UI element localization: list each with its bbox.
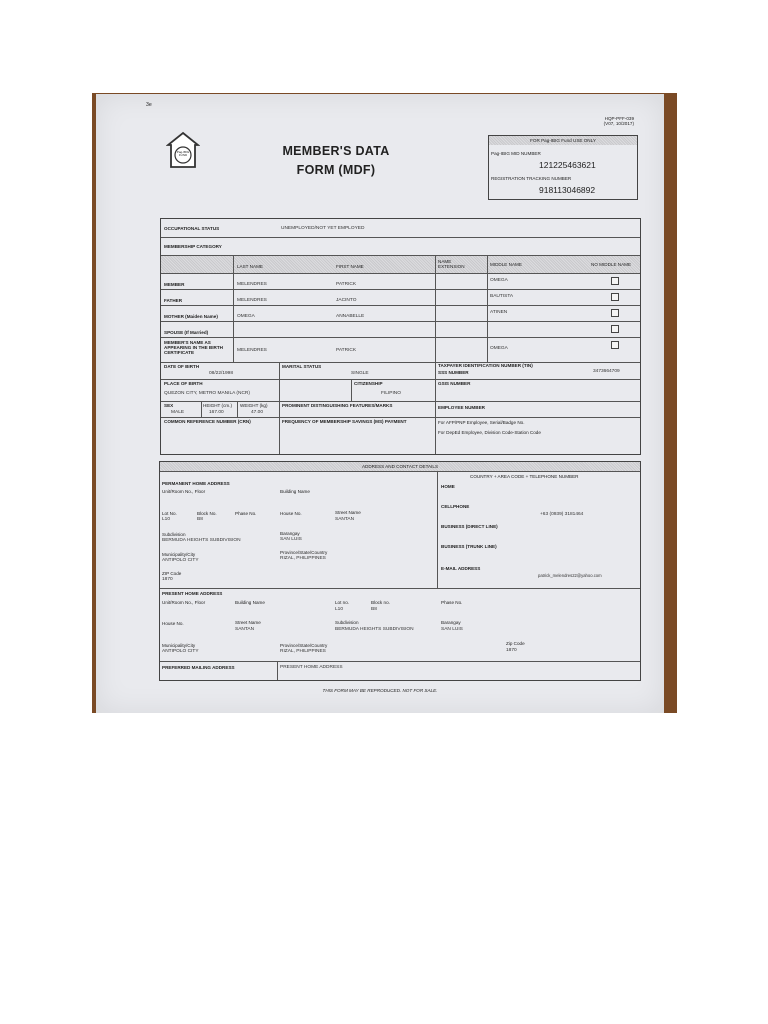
email-label: E-MAIL ADDRESS [441, 566, 481, 571]
city-label: Municipality/City [162, 552, 196, 557]
p-house-label: House No. [162, 621, 184, 626]
occupational-value: UNEMPLOYED/NOT YET EMPLOYED [281, 226, 365, 231]
form-version: (V07, 10/2017) [603, 121, 634, 127]
p-street-value: SANTAN [235, 627, 255, 632]
pob-label: PLACE OF BIRTH [164, 381, 203, 386]
tin-value: 3473664709 [593, 369, 620, 374]
p-barangay-value: SAN LUIS [441, 627, 463, 632]
marital-label: MARITAL STATUS [282, 364, 322, 369]
home-label: HOME [441, 484, 455, 489]
birth-cert-last: MELENDRES [237, 348, 267, 353]
height-value: 167.00 [209, 410, 224, 415]
gsis-label: GSIS NUMBER [438, 381, 471, 386]
height-label: HEIGHT (cm.) [203, 403, 233, 408]
rtn-label: REGISTRATION TRACKING NUMBER [491, 176, 572, 181]
subdivision-label: Subdivision [162, 532, 186, 537]
address-table [159, 461, 641, 681]
sex-value: MALE [171, 410, 185, 415]
father-last: MELENDRES [237, 298, 267, 303]
block-label: Block No. [197, 511, 217, 516]
personal-info-table [160, 218, 641, 455]
mother-last: OMEGA [237, 314, 255, 319]
citizenship-label: CITIZENSHIP [354, 381, 383, 386]
p-subdivision-label: Subdivision [335, 620, 359, 625]
row-label-mother: MOTHER (Maiden Name) [164, 314, 218, 319]
p-lot-label: Lot no. [335, 600, 350, 605]
house-label: House No. [280, 511, 302, 516]
p-lot-value: L10 [335, 607, 344, 612]
afp-label: For AFP/PNP Employee, Serial/Badge No. [438, 420, 525, 425]
logo-text: Pag-IBIG FUND [176, 150, 190, 157]
col-first-name: FIRST NAME [336, 264, 364, 269]
row-label-father: FATHER [164, 298, 183, 303]
membership-label: MEMBERSHIP CATEGORY [164, 244, 222, 249]
row-label-member: MEMBER [164, 282, 185, 287]
barangay-value: SAN LUIS [280, 537, 302, 542]
mailing-value: PRESENT HOME ADDRESS [280, 665, 343, 670]
p-barangay-label: Barangay [441, 620, 461, 625]
subdivision-value: BERMUDA HEIGHTS SUBDIVISION [162, 538, 241, 543]
p-zip-value: 1870 [506, 648, 517, 653]
pob-value: QUEZON CITY, METRO MANILA (NCR) [164, 391, 250, 396]
office-use-header: FOR Pag-IBIG Fund USE ONLY [530, 138, 596, 143]
rtn-value: 918113046892 [539, 185, 596, 195]
p-subdivision-value: BERMUDA HEIGHTS SUBDIVISION [335, 627, 414, 632]
permanent-title: PERMANENT HOME ADDRESS [162, 481, 230, 486]
building-label: Building Name [280, 489, 310, 494]
form-code [604, 116, 634, 126]
phase-label: Phase No. [235, 511, 257, 516]
employee-label: EMPLOYEE NUMBER [438, 405, 485, 410]
p-phase-label: Phase No. [441, 600, 463, 605]
street-value: SANTAN [335, 517, 355, 522]
lot-value: L10 [162, 517, 171, 522]
p-province-label: Province/State/Country [280, 643, 328, 648]
p-zip-label: Zip Code [506, 641, 525, 646]
business-direct-label: BUSINESS (DIRECT LINE) [441, 524, 498, 529]
member-first: PATRICK [336, 282, 357, 287]
province-label: Province/State/Country [280, 550, 328, 555]
title-line-1: MEMBER'S DATA [282, 144, 390, 158]
contact-header: COUNTRY + AREA CODE + TELEPHONE NUMBER [470, 474, 579, 479]
spouse-no-middle-checkbox[interactable] [611, 325, 619, 333]
member-last: MELENDRES [237, 282, 267, 287]
unit-label: Unit/Room No., Floor [162, 489, 206, 494]
block-value: B8 [197, 517, 203, 522]
birth-cert-no-middle-checkbox[interactable] [611, 341, 619, 349]
sss-label: SSS NUMBER [438, 370, 469, 375]
mid-value: 121225463621 [539, 160, 596, 170]
marks-label: PROMINENT DISTINGUISHING FEATURES/MARKS [282, 403, 393, 408]
lot-label: Lot No. [162, 511, 177, 516]
form-code-text: HQP-PFF-039 [604, 116, 634, 121]
p-city-value: ANTIPOLO CITY [162, 649, 199, 654]
dob-value: 08/22/1998 [209, 371, 234, 376]
mother-middle: ATINEN [490, 310, 508, 315]
p-city-label: Municipality/City [162, 643, 196, 648]
mailing-label: PREFERRED MAILING ADDRESS [162, 665, 235, 670]
col-last-name: LAST NAME [237, 264, 263, 269]
crn-label: COMMON REFERENCE NUMBER (CRN) [164, 419, 251, 424]
col-no-middle-name: NO MIDDLE NAME [591, 262, 632, 267]
citizenship-value: FILIPINO [381, 391, 401, 396]
zip-label: ZIP Code [162, 571, 182, 576]
cellphone-value: +63 (0939) 3181464 [540, 512, 584, 517]
tin-label: TAXPAYER IDENTIFICATION NUMBER (TIN) [438, 363, 533, 368]
freq-label: FREQUENCY OF MEMBERSHIP SAVINGS (MS) PAYMENT [282, 419, 407, 424]
p-unit-label: Unit/Room No., Floor [162, 600, 206, 605]
marital-value: SINGLE [351, 371, 369, 376]
p-street-label: Street Name [235, 620, 261, 625]
dob-label: DATE OF BIRTH [164, 364, 200, 369]
father-first: JACINTO [336, 298, 357, 303]
province-value: RIZAL, PHILIPPINES [280, 556, 326, 561]
form-paper [96, 94, 664, 713]
sex-label: SEX [164, 403, 174, 408]
cellphone-label: CELLPHONE [441, 504, 470, 509]
member-middle: OMEGA [490, 278, 508, 283]
member-no-middle-checkbox[interactable] [611, 277, 619, 285]
birth-cert-middle: OMEGA [490, 346, 508, 351]
mid-label: Pag-IBIG MID NUMBER [491, 151, 541, 156]
zip-value: 1870 [162, 577, 173, 582]
father-no-middle-checkbox[interactable] [611, 293, 619, 301]
form-title [266, 142, 406, 181]
weight-label: WEIGHT (kg) [240, 403, 268, 408]
occupational-label: OCCUPATIONAL STATUS [164, 226, 220, 231]
deped-label: For DepEd Employee, Division Code-Station Code [438, 430, 541, 435]
pagibig-logo-icon [166, 131, 200, 171]
mother-first: ANNABELLE [336, 314, 365, 319]
birth-cert-first: PATRICK [336, 348, 357, 353]
present-title: PRESENT HOME ADDRESS [162, 591, 223, 596]
father-middle: BAUTISTA [490, 294, 514, 299]
city-value: ANTIPOLO CITY [162, 558, 199, 563]
email-value: patrick_melendres22@yahoo.com [538, 573, 602, 578]
street-label: Street Name [335, 510, 361, 515]
row-label-birth-cert-name: MEMBER'S NAME AS APPEARING IN THE BIRTH CERTIFICATE [164, 340, 223, 356]
business-trunk-label: BUSINESS (TRUNK LINE) [441, 544, 497, 549]
p-block-label: Block no. [371, 600, 390, 605]
weight-value: 47.00 [251, 410, 264, 415]
col-name-extension: NAME EXTENSION [438, 259, 465, 270]
office-use-box [488, 135, 638, 200]
row-label-spouse: SPOUSE (If Married) [164, 330, 209, 335]
title-line-2: FORM (MDF) [296, 163, 376, 178]
p-province-value: RIZAL, PHILIPPINES [280, 649, 326, 654]
address-section-title: ADDRESS AND CONTACT DETAILS [361, 464, 439, 469]
footer-note: THIS FORM MAY BE REPRODUCED. NOT FOR SALE. [322, 688, 438, 693]
col-middle-name: MIDDLE NAME [490, 262, 522, 267]
p-building-label: Building Name [235, 600, 265, 605]
p-block-value: B8 [371, 607, 377, 612]
barangay-label: Barangay [280, 531, 300, 536]
corner-mark: 3e [146, 102, 152, 108]
mother-no-middle-checkbox[interactable] [611, 309, 619, 317]
